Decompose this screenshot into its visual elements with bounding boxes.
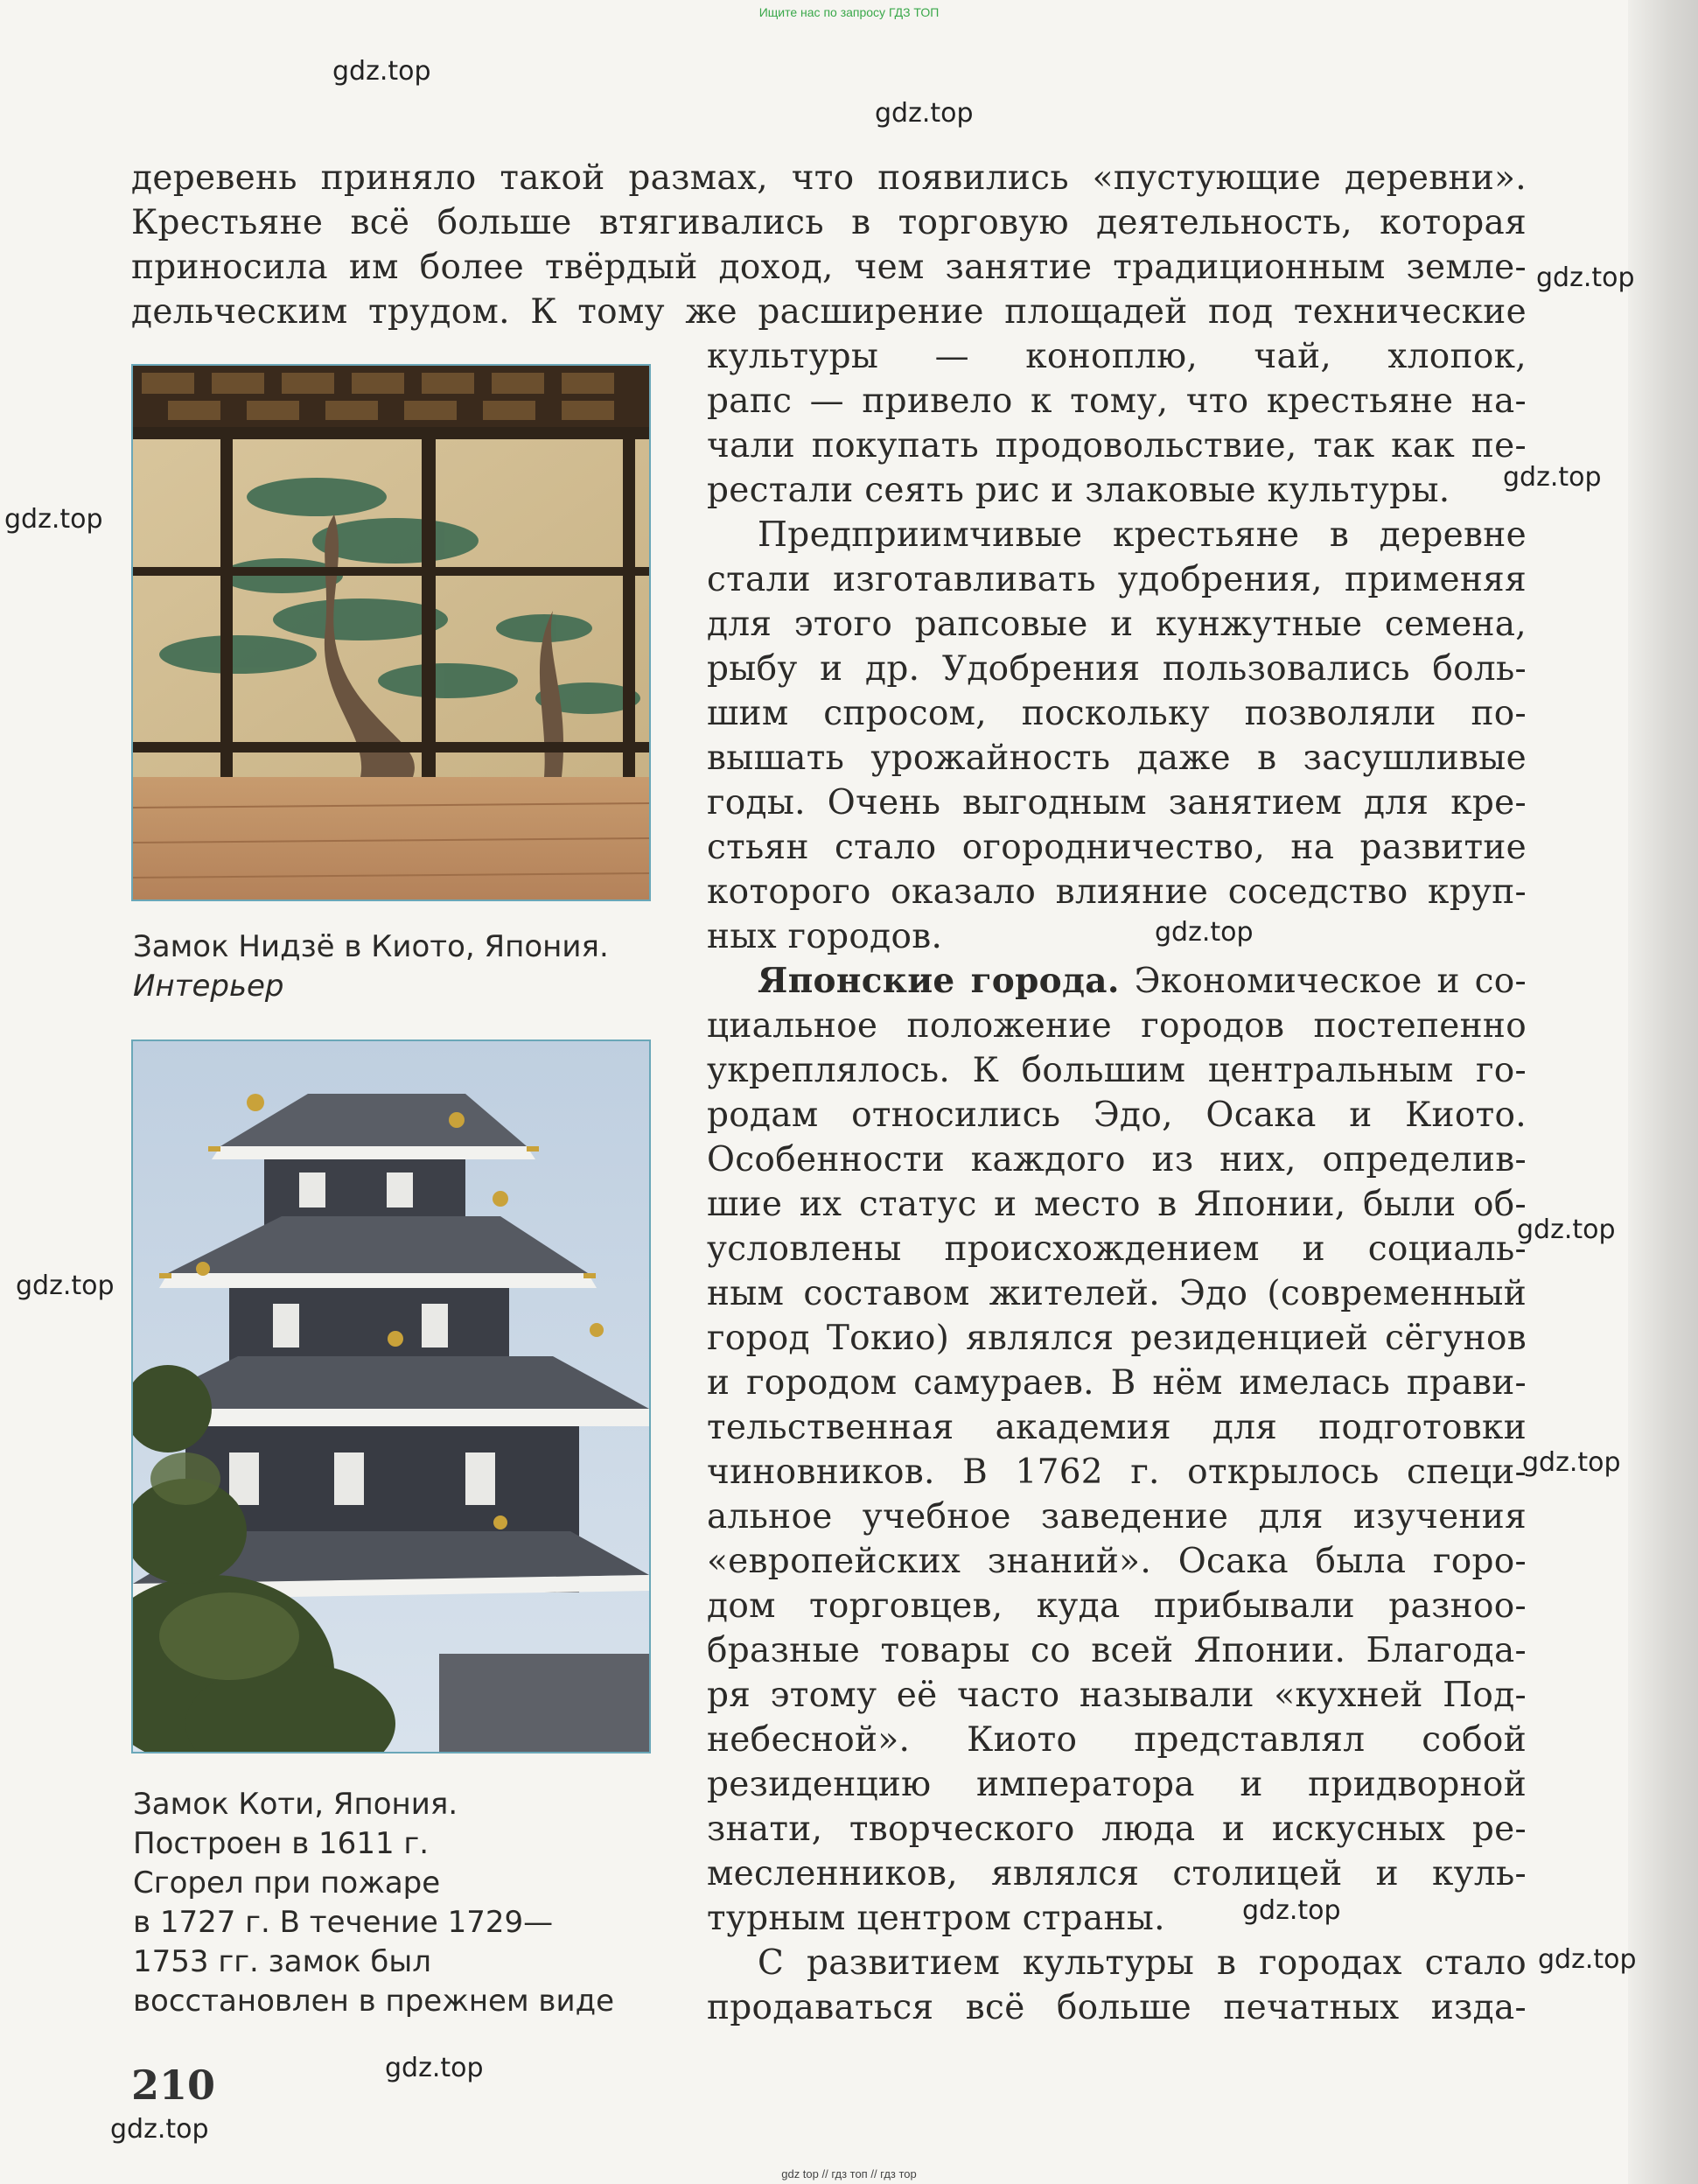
text-line: и городом самураев. В нём имелась прави- [707,1363,1527,1403]
text-line: условлены происхождением и социаль- [707,1229,1527,1269]
text-line: шие их статус и место в Японии, были об- [707,1185,1527,1224]
text-line: С развитием культуры в городах стало [758,1943,1527,1983]
text-line: чиновников. В 1762 г. открылось специ- [707,1452,1527,1492]
watermark: gdz.top [332,56,431,87]
page-edge-shadow [1628,0,1698,2184]
text-line: Крестьяне всё больше втягивались в торговую деятельность, которая [131,203,1527,242]
text-line: рыбу и др. Удобрения пользовались боль- [707,649,1527,689]
watermark: gdz.top [1538,1944,1637,1975]
interior-illustration [133,366,649,900]
watermark: gdz.top [1517,1214,1616,1245]
text-line: рапс — привело к тому, что крестьяне на- [707,382,1527,421]
caption-line: в 1727 г. В течение 1729— [133,1905,554,1940]
page-number: 210 [131,2062,216,2109]
watermark: gdz.top [1536,262,1635,293]
caption-line: Построен в 1611 г. [133,1826,430,1861]
section-heading: Японские города. [758,961,1120,1001]
top-note: Ищите нас по запросу ГДЗ ТОП [758,5,940,19]
text-fragment: Экономическое и со- [1119,962,1527,1001]
text-line: ных городов. [707,917,943,956]
text-line: культуры — коноплю, чай, хлопок, [707,337,1527,376]
text-line: Предприимчивые крестьяне в деревне [758,515,1527,555]
figure2-caption [133,1785,614,2021]
nijo-castle-interior-photo [131,364,651,901]
figure1-caption [133,928,609,1006]
text-line: Особенности каждого из них, определив- [707,1140,1527,1180]
text-line: альное учебное заведение для изучения [707,1497,1527,1536]
text-line: тельственная академия для подготовки [707,1408,1527,1447]
watermark: gdz.top [16,1270,115,1301]
text-line: «европейских знаний». Осака была горо- [707,1542,1527,1581]
text-line: стьян стало огородничество, на развитие [707,828,1527,867]
watermark: gdz.top [875,98,974,129]
text-line: стали изготавливать удобрения, применяя [707,560,1527,599]
text-line: месленников, являлся столицей и куль- [707,1854,1527,1894]
text-line: ря этому её часто называли «кухней Под- [707,1676,1527,1715]
text-line: небесной». Киото представлял собой [707,1720,1527,1760]
text-line: чали покупать продовольствие, так как пе- [707,426,1527,466]
text-line: для этого рапсовые и кунжутные семена, [707,605,1527,644]
text-line: годы. Очень выгодным занятием для кре- [707,783,1527,822]
caption-line: Замок Коти, Япония. [133,1787,458,1822]
text-line: турным центром страны. [707,1899,1165,1938]
text-line: рестали сеять рис и злаковые культуры. [707,471,1450,510]
text-line: которого оказало влияние соседство круп- [707,872,1527,912]
text-line: укреплялось. К большим центральным го- [707,1051,1527,1090]
watermark: gdz.top [1155,917,1254,948]
caption-line: восстановлен в прежнем виде [133,1984,614,2019]
kochi-castle-photo [131,1040,651,1754]
watermark: gdz.top [110,2114,209,2145]
text-line: бразные товары со всей Японии. Благода- [707,1631,1527,1670]
text-line [707,959,1527,1004]
bottom-note: gdz top // гдз топ // гдз тор [781,2167,917,2180]
text-line: дельческим трудом. К тому же расширение площадей под технические [131,292,1527,332]
text-line: деревень приняло такой размах, что появились «пустующие деревни». [131,158,1527,198]
main-text-column [707,334,1527,2030]
text-line: дом торговцев, куда прибывали разноо- [707,1586,1527,1626]
text-line: ным составом жителей. Эдо (современный [707,1274,1527,1313]
watermark: gdz.top [4,504,103,535]
caption-line: Сгорел при пожаре [133,1866,441,1900]
caption-line: Интерьер [133,969,284,1004]
text-line: город Токио) являлся резиденцией сёгунов [707,1319,1527,1358]
watermark: gdz.top [1503,462,1602,493]
watermark: gdz.top [1242,1895,1341,1926]
caption-line: 1753 гг. замок был [133,1944,431,1979]
text-line: резиденцию императора и придворной [707,1765,1527,1804]
text-line: продаваться всё больше печатных изда- [707,1988,1527,2027]
text-line: приносила им более твёрдый доход, чем занятие традиционным земле- [131,248,1527,287]
text-line: знати, творческого люда и искусных ре- [707,1810,1527,1849]
castle-illustration [133,1041,649,1752]
text-line: вышать урожайность даже в засушливые [707,738,1527,778]
text-line: родам относились Эдо, Осака и Киото. [707,1096,1527,1135]
intro-paragraph [131,156,1527,334]
watermark: gdz.top [385,2053,484,2083]
text-line: шим спросом, поскольку позволяли по- [707,694,1527,733]
text-line: циальное положение городов постепенно [707,1006,1527,1046]
watermark: gdz.top [1522,1447,1621,1478]
caption-line: Замок Нидзё в Киото, Япония. [133,929,609,964]
